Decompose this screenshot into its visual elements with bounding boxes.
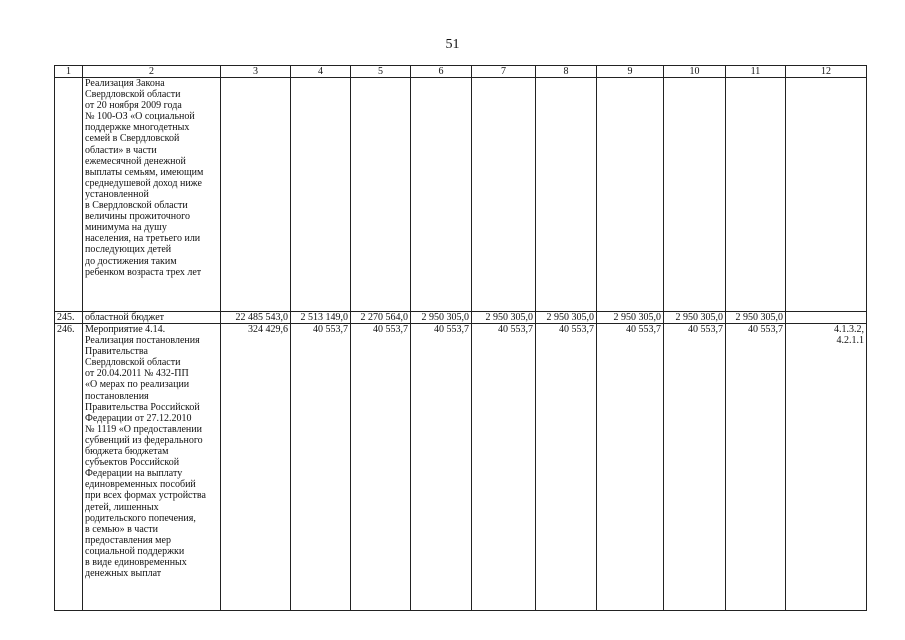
description-line: постановления <box>85 390 149 402</box>
description-line: Федерации на выплату <box>85 468 183 480</box>
description-line: детей, лишенных <box>85 501 159 513</box>
description-line: населения, на третьего или <box>85 233 201 245</box>
row-description <box>83 78 221 312</box>
description-line: Правительства <box>85 346 148 358</box>
description-line: ребенком возраста трех лет <box>85 266 202 278</box>
table-header <box>55 66 867 78</box>
description-line: единовременных пособий <box>85 479 196 491</box>
value-cell: 40 553,7 <box>536 324 597 611</box>
description-line: минимума на душу <box>85 222 167 234</box>
value-cell: 40 553,7 <box>291 324 351 611</box>
value-cell: 40 553,7 <box>597 324 664 611</box>
table-row <box>55 312 867 324</box>
header-row <box>55 66 867 78</box>
description-line: при всех формах устройства <box>85 490 206 502</box>
description-line: денежных выплат <box>85 568 162 580</box>
description-line: поддержке многодетных <box>85 122 190 134</box>
description-line: Федерации от 27.12.2010 <box>85 412 192 424</box>
column-header: 4 <box>291 66 351 78</box>
value-cell: 2 950 305,0 <box>726 312 786 324</box>
description-line: Свердловской области <box>85 89 181 101</box>
description-line: величины прожиточного <box>85 211 190 223</box>
column-header: 6 <box>411 66 472 78</box>
column-header: 9 <box>597 66 664 78</box>
description-line: родительского попечения, <box>85 512 196 524</box>
column-header: 8 <box>536 66 597 78</box>
table-row <box>55 324 867 611</box>
description-line: Мероприятие 4.14. <box>85 324 166 335</box>
value-cell <box>221 78 291 312</box>
description-line: в Свердловской области <box>85 200 188 212</box>
value-cell: 2 950 305,0 <box>472 312 536 324</box>
value-cell: 2 950 305,0 <box>536 312 597 324</box>
value-cell: 40 553,7 <box>411 324 472 611</box>
column-header: 1 <box>55 66 83 78</box>
value-cell <box>664 78 726 312</box>
value-cell <box>472 78 536 312</box>
description-line: выплаты семьям, имеющим <box>85 166 204 178</box>
description-line: до достижения таким <box>85 255 177 267</box>
value-cell <box>291 78 351 312</box>
description-line: области» в части <box>85 144 157 156</box>
description-line: № 1119 «О предоставлении <box>85 423 202 435</box>
description-line: субъектов Российской <box>85 457 180 469</box>
page-number: 51 <box>445 37 460 52</box>
value-cell: 40 553,7 <box>351 324 411 611</box>
description-line: областной бюджет <box>85 312 165 323</box>
column-header: 12 <box>786 66 867 78</box>
target-code: 4.1.3.2, <box>834 324 864 335</box>
description-line: предоставления мер <box>85 534 171 546</box>
value-cell: 2 950 305,0 <box>597 312 664 324</box>
description-line: среднедушевой доход ниже <box>85 177 202 189</box>
value-cell: 40 553,7 <box>726 324 786 611</box>
description-line: в виде единовременных <box>85 556 187 568</box>
value-cell: 22 485 543,0 <box>221 312 291 324</box>
row-index: 245. <box>55 312 83 324</box>
description-line: в семью» в части <box>85 523 158 535</box>
value-cell: 2 950 305,0 <box>411 312 472 324</box>
description-line: последующих детей <box>85 244 172 256</box>
value-cell: 40 553,7 <box>664 324 726 611</box>
value-cell <box>351 78 411 312</box>
value-cell: 40 553,7 <box>472 324 536 611</box>
row-description <box>83 324 221 611</box>
column-header: 3 <box>221 66 291 78</box>
description-line: от 20 ноября 2009 года <box>85 100 182 112</box>
column-header: 11 <box>726 66 786 78</box>
column-header: 2 <box>83 66 221 78</box>
budget-table <box>54 65 867 611</box>
value-cell: 2 513 149,0 <box>291 312 351 324</box>
description-line: Свердловской области <box>85 357 181 369</box>
description-line: социальной поддержки <box>85 545 185 557</box>
description-line: установленной <box>85 188 149 200</box>
column-header: 7 <box>472 66 536 78</box>
value-cell <box>411 78 472 312</box>
description-line: субвенций из федерального <box>85 434 203 446</box>
target-codes <box>786 324 867 611</box>
table-body <box>55 78 867 611</box>
row-description <box>83 312 221 324</box>
column-header: 10 <box>664 66 726 78</box>
description-line: от 20.04.2011 № 432-ПП <box>85 368 189 380</box>
table-row <box>55 78 867 312</box>
description-line: № 100-ОЗ «О социальной <box>85 111 195 123</box>
description-line: Реализация постановления <box>85 335 200 347</box>
description-line: «О мерах по реализации <box>85 379 190 391</box>
value-cell: 2 950 305,0 <box>664 312 726 324</box>
target-codes <box>786 312 867 324</box>
row-index <box>55 78 83 312</box>
description-line: Реализация Закона <box>85 78 165 89</box>
value-cell <box>726 78 786 312</box>
description-line: бюджета бюджетам <box>85 446 169 458</box>
column-header: 5 <box>351 66 411 78</box>
description-line: Правительства Российской <box>85 401 200 413</box>
value-cell: 324 429,6 <box>221 324 291 611</box>
description-line: ежемесячной денежной <box>85 155 186 167</box>
target-codes <box>786 78 867 312</box>
value-cell: 2 270 564,0 <box>351 312 411 324</box>
row-index: 246. <box>55 324 83 611</box>
target-code: 4.2.1.1 <box>836 335 864 347</box>
description-line: семей в Свердловской <box>85 133 180 145</box>
value-cell <box>597 78 664 312</box>
value-cell <box>536 78 597 312</box>
